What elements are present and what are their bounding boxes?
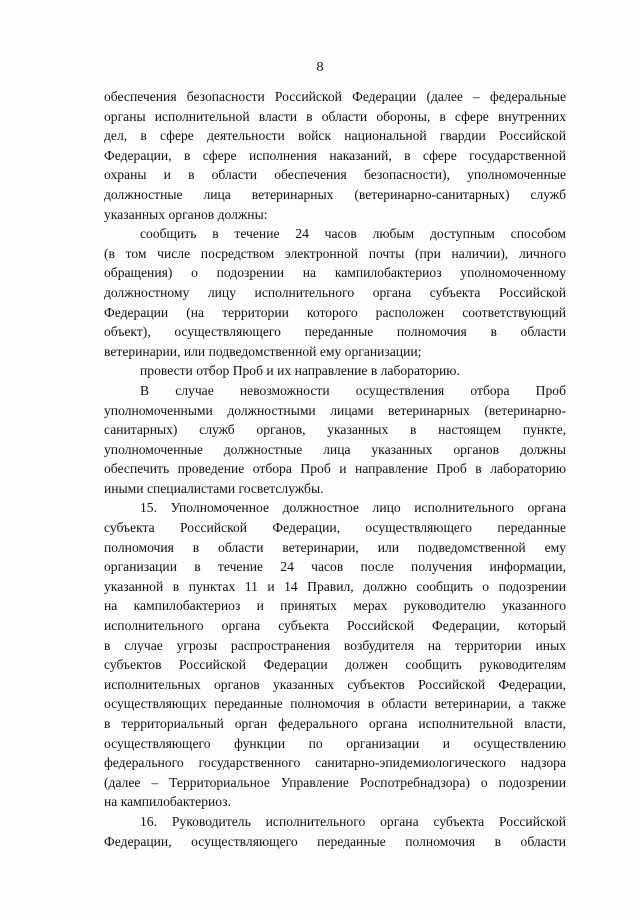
text-line: дел, в сфере деятельности войск национальной гвардии Российской [104, 128, 566, 144]
text-line: провести отбор Проб и их направление в лабораторию. [140, 363, 460, 379]
text-line: субъекта Российской Федерации, осуществляющего переданные [104, 520, 566, 536]
paragraph-impossibility-case [104, 381, 566, 499]
text-line: объект), осуществляющего переданные полномочия в области [104, 324, 566, 340]
text-line: (в том числе посредством электронной почты (при наличии), личного [104, 245, 566, 261]
text-line: органы исполнительной власти в области обороны, в сфере внутренних [104, 108, 566, 124]
text-line: обращения) о подозрении на кампилобактериоз уполномоченному [104, 265, 566, 281]
text-line: Федерации (на территории которого расположен соответствующий [104, 304, 566, 320]
text-line: должностному лицу исполнительного органа субъекта Российской [104, 284, 566, 300]
text-line: санитарных) служб органов, указанных в настоящем пункте, [104, 422, 566, 438]
paragraph-clause-15 [104, 498, 566, 812]
text-line: уполномоченные должностные лица указанных органов должны [104, 441, 566, 457]
text-line: организации в течение 24 часов после получения информации, [104, 559, 566, 575]
text-line: Федерации, в сфере исполнения наказаний, в сфере государственной [104, 147, 566, 163]
text-line: ветеринарии, или подведомственной ему организации; [104, 343, 422, 359]
paragraph-continuation [104, 87, 566, 224]
text-line: обеспечения безопасности Российской Федерации (далее – федеральные [104, 89, 566, 104]
text-line: осуществляющих переданные полномочия в области ветеринарии, а также [104, 696, 566, 712]
text-line: федерального государственного санитарно-эпидемиологического надзора [104, 755, 566, 771]
text-line: В случае невозможности осуществления отбора Проб [140, 382, 566, 398]
text-line: полномочия в области ветеринарии, или подведомственной ему [104, 539, 566, 555]
text-line: Федерации, осуществляющего переданные полномочия в области [104, 833, 566, 849]
text-line: в территориальный орган федерального органа исполнительной власти, [104, 716, 566, 731]
text-line: исполнительных органов указанных субъектов Российской Федерации, [104, 676, 566, 692]
paragraph-sampling [104, 361, 566, 381]
text-line: уполномоченными должностными лицами ветеринарных (ветеринарно- [104, 402, 566, 418]
text-line: обеспечить проведение отбора Проб и направление Проб в лабораторию [104, 461, 566, 477]
text-line: сообщить в течение 24 часов любым доступным способом [140, 226, 566, 242]
text-line: указанных органов должны: [104, 206, 268, 222]
paragraph-clause-16 [104, 812, 566, 851]
text-line: охраны и в области обеспечения безопасности), уполномоченные [104, 167, 566, 183]
text-line: 15. Уполномоченное должностное лицо исполнительного органа [140, 500, 566, 516]
text-line: исполнительного органа субъекта Российской Федерации, который [104, 618, 566, 634]
text-line: (далее – Территориальное Управление Роспотребнадзора) о подозрении [104, 774, 566, 790]
document-body [104, 87, 566, 851]
text-line: должностные лица ветеринарных (ветеринарно-санитарных) служб [104, 186, 566, 202]
text-line: субъектов Российской Федерации должен сообщить руководителям [104, 657, 566, 673]
text-line: в случае угрозы распространения возбудителя на территории иных [104, 637, 566, 653]
paragraph-report-within-24h [104, 224, 566, 361]
text-line: на кампилобактериоз. [104, 794, 231, 810]
text-line: иными специалистами госветслужбы. [104, 480, 324, 496]
text-line: указанной в пунктах 11 и 14 Правил, должно сообщить о подозрении [104, 578, 566, 594]
text-line: на кампилобактериоз и принятых мерах руководителю указанного [104, 598, 566, 614]
page-number: 8 [316, 60, 324, 75]
text-line: 16. Руководитель исполнительного органа субъекта Российской [140, 813, 566, 829]
text-line: осуществляющего функции по организации и осуществлению [104, 735, 566, 751]
